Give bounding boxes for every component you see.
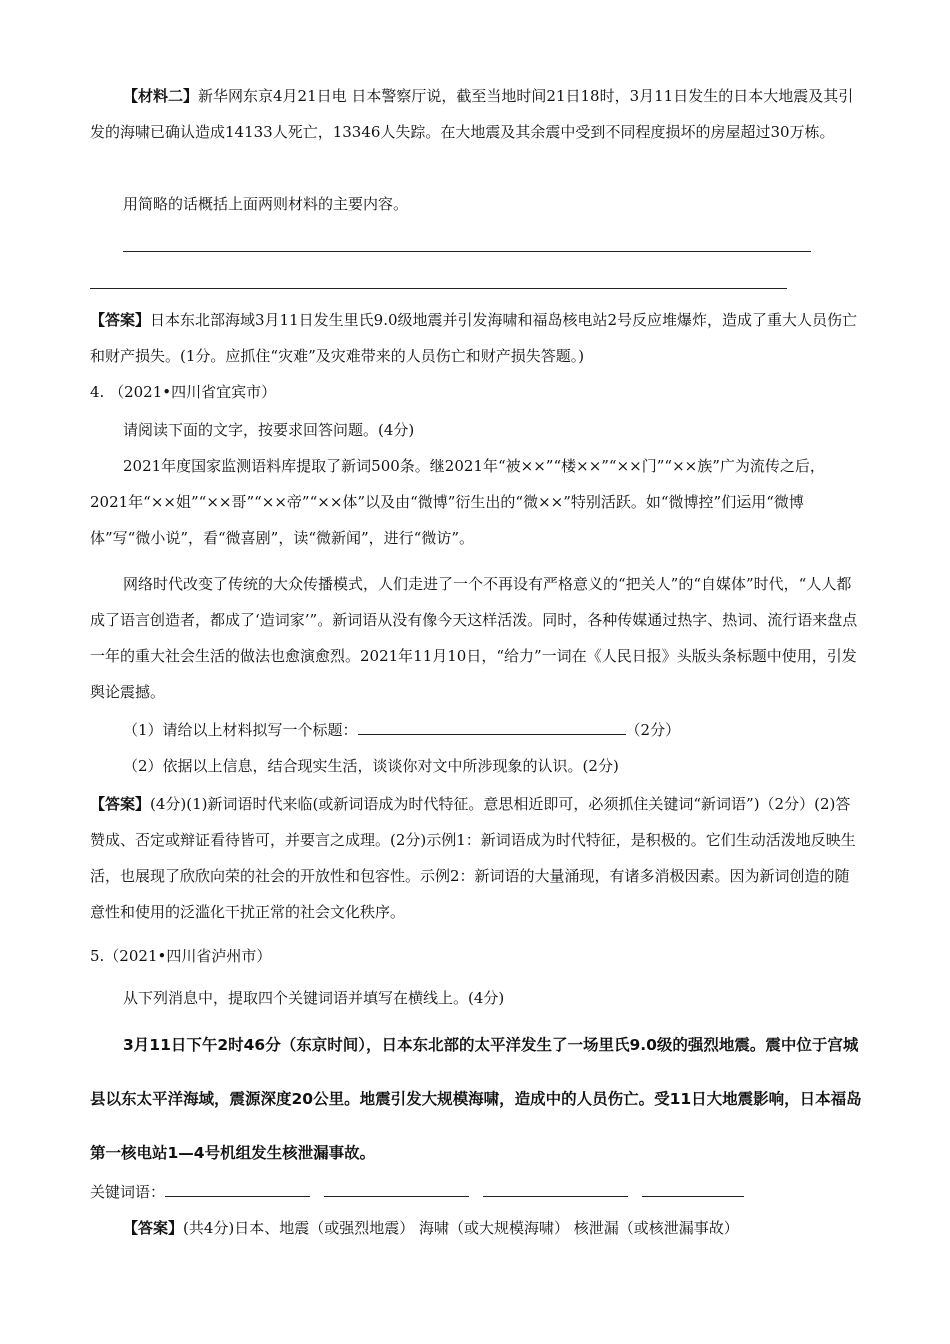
question-5-instruction: 从下列消息中，提取四个关键词语并填写在横线上。(4分) — [123, 989, 505, 1007]
answer-tag: 【答案】 — [90, 795, 151, 813]
answer-text: (4分)(1)新词语时代来临(或新词语成为时代特征。意思相近即可，必须抓住关键词“新词语”)（2分）(2)答赞成、否定或辩证看待皆可，并要言之成理。(2分)示例1：新词语成为时代特征，是积极的。它们生动活泼地反映生活，也展现了欣欣向荣的社会的开放性和包容性。示例2：新词语的大量涌现，有诸多消极因素。因为新词创造的随意性和使用的泛滥化干扰正常的社会文化秩序。 — [90, 795, 856, 921]
title-blank-line[interactable] — [358, 720, 626, 735]
question-4-paragraph-2: 网络时代改变了传统的大众传播模式，人们走进了一个不再设有严格意义的“把关人”的“自媒体”时代，“人人都成了语言创造者，都成了‘造词家’”。新词语从没有像今天这样活泼。同时，各种传媒通过热字、热词、流行语来盘点一年的重大社会生活的做法也愈演愈烈。2021年11月10日，“给力”一词在《人民日报》头版头条标题中使用，引发舆论震撼。 — [90, 575, 858, 701]
question-4-instruction: 请阅读下面的文字，按要求回答问题。(4分) — [123, 421, 415, 439]
question-4-sub-1 — [90, 712, 862, 748]
keyword-blank-1[interactable] — [165, 1182, 310, 1197]
sub-1-prefix: （1）请给以上材料拟写一个标题： — [123, 721, 358, 739]
answer-blank-line-2[interactable] — [90, 288, 787, 289]
answer-tag: 【答案】 — [90, 311, 151, 329]
answer-tag: 【答案】 — [123, 1219, 184, 1237]
answer-text: (共4分)日本、地震（或强烈地震） 海啸（或大规模海啸） 核泄漏（或核泄漏事故） — [183, 1219, 739, 1237]
material-2-text: 新华网东京4月21日电 日本警察厅说，截至当地时间21日18时，3月11日发生的日本大地震及其引发的海啸已确认造成14133人死亡，13346人失踪。在大地震及其余震中受到不同程度损坏的房屋超过30万栋。 — [90, 87, 854, 141]
question-3-answer — [90, 302, 862, 374]
question-5-answer — [90, 1210, 862, 1246]
keywords-row — [90, 1174, 862, 1210]
material-2-paragraph — [90, 78, 862, 150]
sub-1-suffix: （2分） — [625, 721, 681, 739]
keywords-label: 关键词语： — [90, 1183, 166, 1201]
keyword-blank-4[interactable] — [642, 1182, 744, 1197]
question-5-header: 5.（2021•四川省泸州市） — [90, 947, 272, 965]
keyword-blank-2[interactable] — [324, 1182, 469, 1197]
question-3-prompt: 用简略的话概括上面两则材料的主要内容。 — [123, 195, 409, 213]
answer-blank-line-1[interactable] — [123, 251, 811, 252]
question-4-sub-2: （2）依据以上信息，结合现实生活，谈谈你对文中所涉现象的认识。(2分) — [123, 757, 619, 775]
keyword-blank-3[interactable] — [483, 1182, 628, 1197]
question-4-header: 4. （2021•四川省宜宾市） — [90, 383, 277, 401]
question-4-paragraph-1: 2021年度国家监测语料库提取了新词500条。继2021年“被××”“楼××”“××门”“××族”广为流传之后，2021年“××姐”“××哥”“××帝”“××体”以及由“微博”衍生出的“微××”特别活跃。如“微博控”们运用“微博体”写“微小说”，看“微喜剧”，读“微新闻”，进行“微访”。 — [90, 457, 825, 547]
question-4-answer — [90, 786, 862, 930]
material-2-tag: 【材料二】 — [123, 87, 199, 105]
question-5-news: 3月11日下午2时46分（东京时间），日本东北部的太平洋发生了一场里氏9.0级的强烈地震。震中位于宫城县以东太平洋海域，震源深度20公里。地震引发大规模海啸，造成中的人员伤亡。受11日大地震影响，日本福岛第一核电站1—4号机组发生核泄漏事故。 — [90, 1036, 862, 1162]
answer-text: 日本东北部海域3月11日发生里氏9.0级地震并引发海啸和福岛核电站2号反应堆爆炸，造成了重大人员伤亡和财产损失。(1分。应抓住“灾难”及灾难带来的人员伤亡和财产损失答题。) — [90, 311, 858, 365]
